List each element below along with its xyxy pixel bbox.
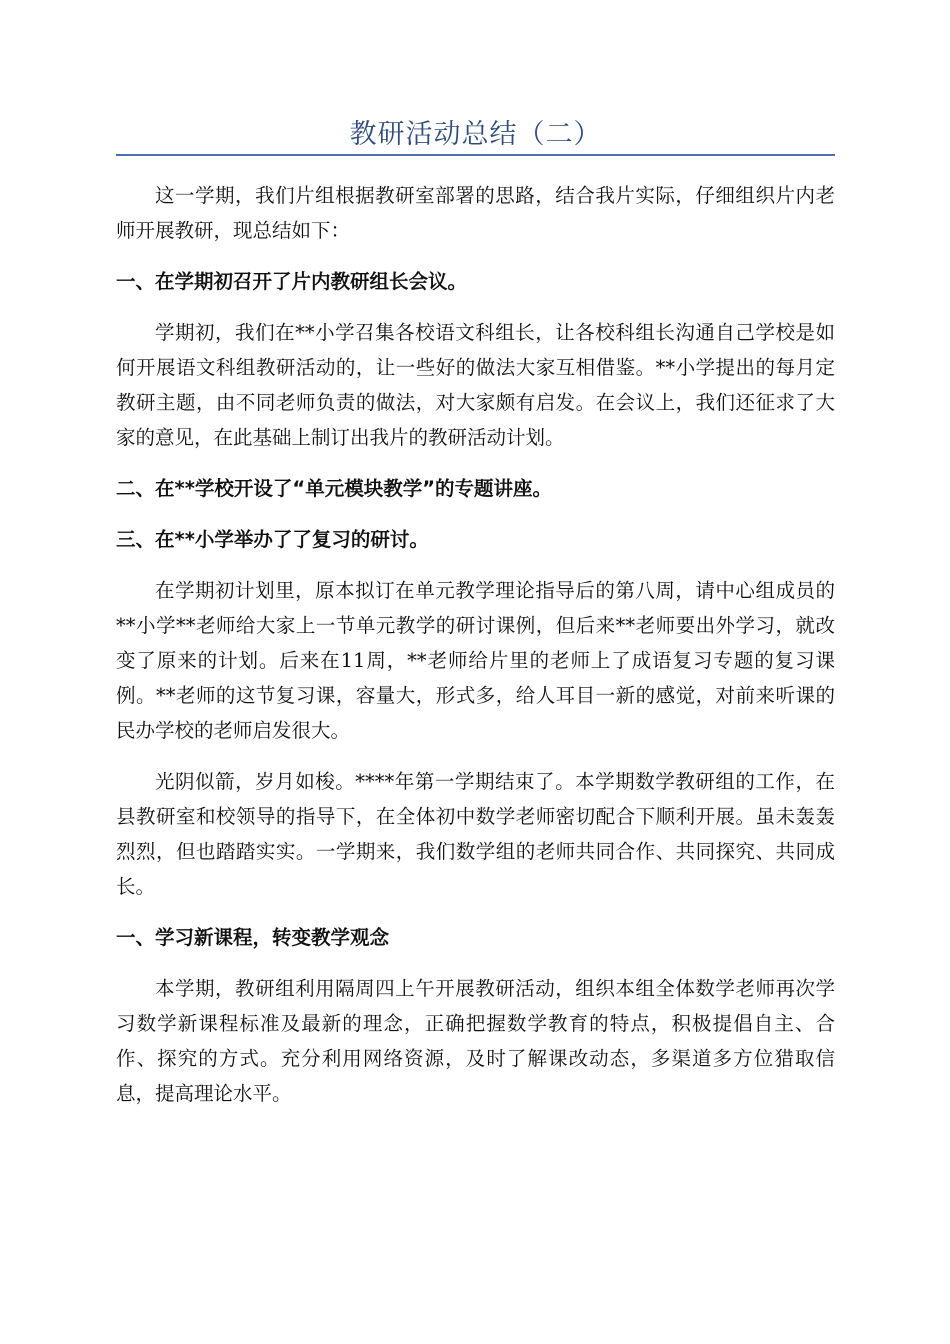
body-paragraph: 在学期初计划里，原本拟订在单元教学理论指导后的第八周，请中心组成员的**小学**老师给大家上一节单元教学的研讨课例，但后来**老师要出外学习，就改变了原来的计划。后来在11周，**老师给片里的老师上了成语复习专题的复习课例。**老师的这节复习课，容量大，形式多，给人耳目一新的感觉，对前来听课的民办学校的老师启发很大。 [116, 579, 835, 742]
section-heading-4: 一、学习新课程，转变教学观念 [116, 926, 390, 949]
document-title: 教研活动总结（二） [349, 119, 602, 150]
body-paragraph: 学期初，我们在**小学召集各校语文科组长，让各校科组长沟通自己学校是如何开展语文科组教研活动的，让一些好的做法大家互相借鉴。**小学提出的每月定教研主题，由不同老师负责的做法，对大家颇有启发。在会议上，我们还征求了大家的意见，在此基础上制订出我片的教研活动计划。 [116, 321, 835, 449]
title-underline [116, 154, 835, 156]
document-body [116, 178, 835, 1127]
section-heading-3: 三、在**小学举办了了复习的研讨。 [116, 528, 429, 551]
body-paragraph: 本学期，教研组利用隔周四上午开展教研活动，组织本组全体数学老师再次学习数学新课程标准及最新的理念，正确把握数学教育的特点，积极提倡自主、合作、探究的方式。充分利用网络资源，及时了解课改动态，多渠道多方位猎取信息，提高理论水平。 [116, 977, 835, 1105]
intro-paragraph: 这一学期，我们片组根据教研室部署的思路，结合我片实际，仔细组织片内老师开展教研，现总结如下： [116, 184, 835, 242]
section-heading-1: 一、在学期初召开了片内教研组长会议。 [116, 270, 468, 293]
section-heading-2: 二、在**学校开设了“单元模块教学”的专题讲座。 [116, 477, 553, 500]
body-paragraph: 光阴似箭，岁月如梭。****年第一学期结束了。本学期数学教研组的工作，在县教研室和校领导的指导下，在全体初中数学老师密切配合下顺利开展。虽未轰轰烈烈，但也踏踏实实。一学期来，我们数学组的老师共同合作、共同探究、共同成长。 [116, 770, 835, 898]
